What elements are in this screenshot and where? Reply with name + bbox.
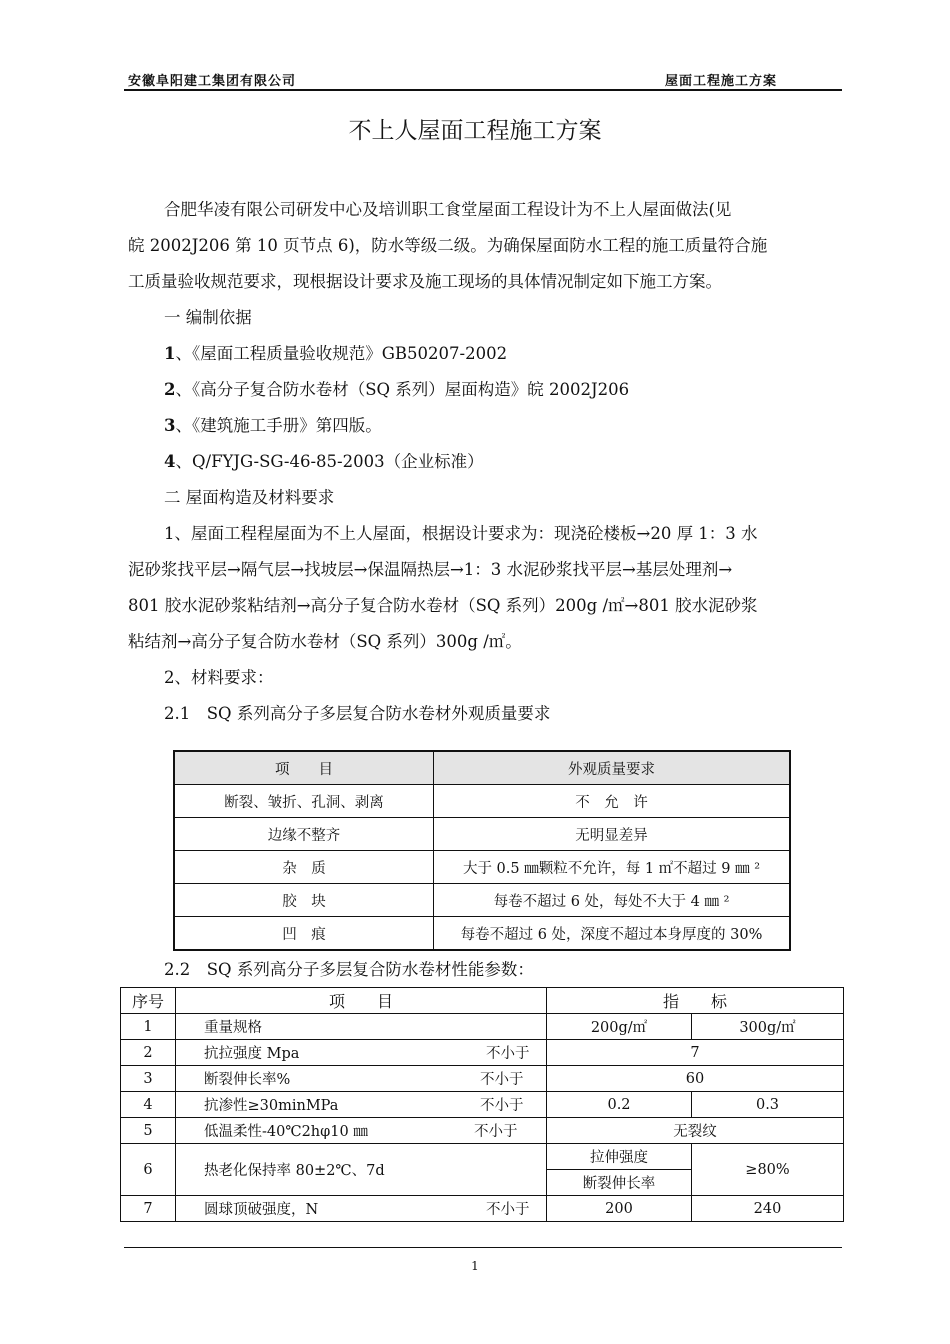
- intro-line: 皖 2002J206 第 10 页节点 6)，防水等级二级。为确保屋面防水工程的施工质量符合施: [128, 236, 768, 255]
- table-row: [121, 1066, 844, 1092]
- condition-label: 不小于: [486, 1202, 530, 1218]
- materials-heading: 2、材料要求：: [164, 668, 274, 687]
- item-cell: [176, 1014, 547, 1040]
- construction-line: 泥砂浆找平层→隔气层→找坡层→保温隔热层→1：3 水泥砂浆找平层→基层处理剂→: [128, 560, 733, 579]
- item-name: 圆球顶破强度，N: [204, 1202, 319, 1218]
- value-cell: 200: [547, 1196, 692, 1222]
- row-number: 2: [121, 1040, 176, 1066]
- item-cell: [176, 1196, 547, 1222]
- table-cell: 杂 质: [174, 851, 434, 884]
- column-header: 项 目: [176, 988, 547, 1014]
- page-title: 不上人屋面工程施工方案: [348, 118, 602, 144]
- value-cell: 300g/㎡: [692, 1014, 844, 1040]
- intro-line: 合肥华凌有限公司研发中心及培训职工食堂屋面工程设计为不上人屋面做法(见: [164, 200, 732, 219]
- section2-heading: 二 屋面构造及材料要求: [164, 488, 335, 507]
- item-name: 重量规格: [204, 1020, 262, 1036]
- basis-item-number: 2: [164, 380, 176, 399]
- basis-item-text: 、Q/FYJG-SG-46-85-2003（企业标准）: [175, 452, 484, 471]
- row-number: 5: [121, 1118, 176, 1144]
- value-cell: 200g/㎡: [547, 1014, 692, 1040]
- table-row: [174, 884, 790, 917]
- item-cell: [176, 1066, 547, 1092]
- item-name: 抗渗性≥30minMPa: [204, 1098, 339, 1114]
- header-company: 安徽阜阳建工集团有限公司: [128, 74, 297, 89]
- row-number: 3: [121, 1066, 176, 1092]
- subsection-2-1-heading: 2.1 SQ 系列高分子多层复合防水卷材外观质量要求: [164, 704, 551, 723]
- table-cell: 不 允 许: [434, 785, 791, 818]
- row-number: 7: [121, 1196, 176, 1222]
- basis-item-number: 1: [164, 344, 176, 363]
- value-cell: 无裂纹: [547, 1118, 844, 1144]
- subsection-2-2-heading: 2.2 SQ 系列高分子多层复合防水卷材性能参数：: [164, 960, 534, 979]
- condition-label: 不小于: [480, 1072, 524, 1088]
- table-cell: 大于 0.5 ㎜颗粒不允许，每 1 ㎡不超过 9 ㎜ ²: [434, 851, 791, 884]
- section1-heading: 一 编制依据: [164, 308, 252, 327]
- value-cell: ≥80%: [692, 1144, 844, 1196]
- item-cell: [176, 1092, 547, 1118]
- table-row: [121, 1014, 844, 1040]
- table-cell: 断裂、皱折、孔洞、剥离: [174, 785, 434, 818]
- item-cell: [176, 1040, 547, 1066]
- value-cell: 240: [692, 1196, 844, 1222]
- construction-line: 801 胶水泥砂浆粘结剂→高分子复合防水卷材（SQ 系列）200g /㎡→801 胶水泥砂浆: [128, 596, 758, 615]
- column-header: 外观质量要求: [434, 751, 791, 785]
- construction-line: 1、屋面工程程屋面为不上人屋面，根据设计要求为：现浇砼楼板→20 厚 1：3 水: [164, 524, 758, 543]
- value-cell: 0.3: [692, 1092, 844, 1118]
- table-row: [174, 818, 790, 851]
- table-row: [121, 1196, 844, 1222]
- table-header-row: [121, 988, 844, 1014]
- appearance-quality-table: [173, 750, 791, 951]
- item-name: 热老化保持率 80±2℃、7d: [204, 1163, 385, 1179]
- table-row: [174, 785, 790, 818]
- item-name: 低温柔性-40℃2hφ10 ㎜: [204, 1124, 368, 1140]
- footer-divider: [124, 1247, 842, 1248]
- table-row: [174, 851, 790, 884]
- basis-item-number: 4: [164, 452, 176, 471]
- table-row: [121, 1144, 844, 1170]
- basis-item-text: 、《高分子复合防水卷材（SQ 系列）屋面构造》皖 2002J206: [175, 380, 630, 399]
- row-number: 6: [121, 1144, 176, 1196]
- basis-item: [128, 336, 840, 372]
- table-cell: 每卷不超过 6 处，深度不超过本身厚度的 30%: [434, 917, 791, 951]
- column-header: 项 目: [174, 751, 434, 785]
- page-number: 1: [471, 1259, 479, 1273]
- header-divider: [124, 89, 842, 91]
- table-cell: 无明显差异: [434, 818, 791, 851]
- table-row: [121, 1040, 844, 1066]
- row-number: 1: [121, 1014, 176, 1040]
- basis-item: [128, 408, 840, 444]
- item-cell: [176, 1118, 547, 1144]
- basis-item: [128, 372, 840, 408]
- column-header: 指 标: [547, 988, 844, 1014]
- sub-item-cell: 断裂伸长率: [547, 1170, 692, 1196]
- basis-item: [128, 444, 840, 480]
- basis-item-text: 、《屋面工程质量验收规范》GB50207-2002: [175, 344, 508, 363]
- condition-label: 不小于: [480, 1098, 524, 1114]
- item-cell: [176, 1144, 547, 1196]
- basis-item-number: 3: [164, 416, 176, 435]
- table-cell: 胶 块: [174, 884, 434, 917]
- condition-label: 不小于: [486, 1046, 530, 1062]
- table-row: [174, 917, 790, 951]
- table-cell: 凹 痕: [174, 917, 434, 951]
- construction-line: 粘结剂→高分子复合防水卷材（SQ 系列）300g /㎡。: [128, 632, 522, 651]
- intro-line: 工质量验收规范要求，现根据设计要求及施工现场的具体情况制定如下施工方案。: [128, 272, 722, 291]
- column-header: 序号: [121, 988, 176, 1014]
- table-cell: 边缘不整齐: [174, 818, 434, 851]
- item-name: 断裂伸长率%: [204, 1072, 291, 1088]
- header-doc-name: 屋面工程施工方案: [665, 74, 778, 89]
- table-cell: 每卷不超过 6 处，每处不大于 4 ㎜ ²: [434, 884, 791, 917]
- value-cell: 7: [547, 1040, 844, 1066]
- value-cell: 0.2: [547, 1092, 692, 1118]
- table-row: [121, 1092, 844, 1118]
- sub-item-cell: 拉伸强度: [547, 1144, 692, 1170]
- table-row: [121, 1118, 844, 1144]
- table-header-row: [174, 751, 790, 785]
- condition-label: 不小于: [474, 1124, 518, 1140]
- row-number: 4: [121, 1092, 176, 1118]
- basis-item-text: 、《建筑施工手册》第四版。: [175, 416, 382, 435]
- value-cell: 60: [547, 1066, 844, 1092]
- body-text: [128, 192, 840, 732]
- item-name: 抗拉强度 Mpa: [204, 1046, 300, 1062]
- performance-parameters-table: [120, 987, 844, 1222]
